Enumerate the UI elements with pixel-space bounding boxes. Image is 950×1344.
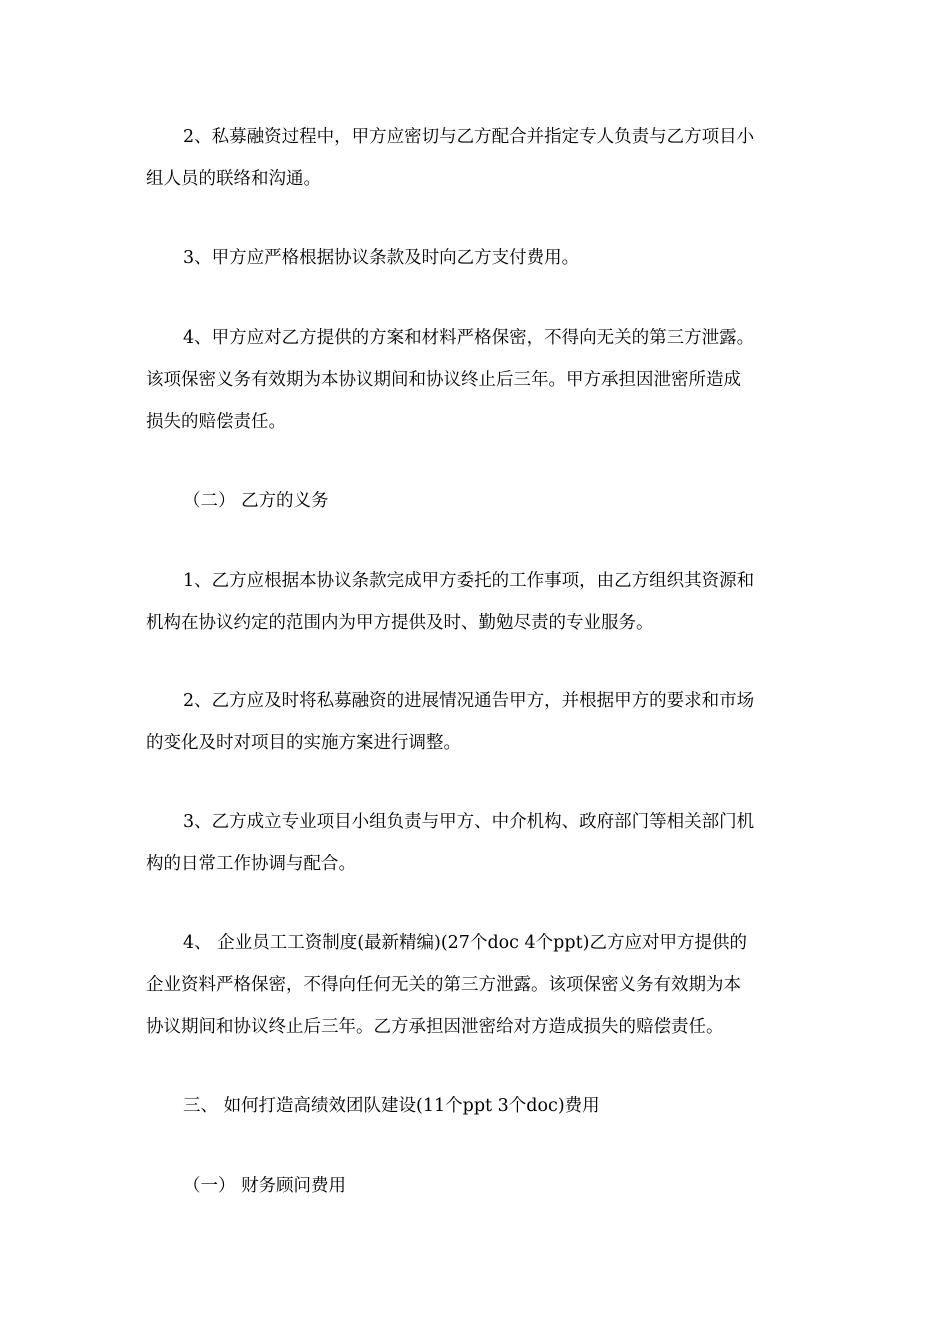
- paragraph-line: 协议期间和协议终止后三年。乙方承担因泄密给对方造成损失的赔偿责任。: [146, 1017, 724, 1037]
- heading-line: 三、 如何打造高绩效团队建设(11个ppt 3个doc)费用: [183, 1096, 600, 1116]
- section-heading-advisor-fee: [146, 1165, 811, 1207]
- paragraph-line: 的变化及时对项目的实施方案进行调整。: [146, 733, 461, 753]
- paragraph-line: 组人员的联络和沟通。: [146, 169, 321, 189]
- section-heading-party-b-obligations: [146, 480, 811, 522]
- paragraph-line: 3、乙方成立专业项目小组负责与甲方、中介机构、政府部门等相关部门机: [183, 812, 755, 832]
- paragraph-line: 损失的赔偿责任。: [146, 412, 286, 432]
- paragraph-party-b-duty-2: [146, 680, 811, 764]
- paragraph-line: 构的日常工作协调与配合。: [146, 854, 356, 874]
- paragraph-party-b-duty-3: [146, 801, 811, 885]
- paragraph-party-a-duty-4: [146, 317, 811, 443]
- paragraph-party-b-duty-4: [146, 922, 811, 1048]
- paragraph-line: 2、私募融资过程中，甲方应密切与乙方配合并指定专人负责与乙方项目小: [183, 127, 755, 147]
- section-heading-fees: [146, 1085, 811, 1127]
- paragraph-party-a-duty-2: [146, 116, 811, 200]
- paragraph-line: 2、乙方应及时将私募融资的进展情况通告甲方，并根据甲方的要求和市场: [183, 691, 755, 711]
- heading-line: （二） 乙方的义务: [183, 491, 329, 511]
- paragraph-line: 4、 企业员工工资制度(最新精编)(27个doc 4个ppt)乙方应对甲方提供的: [183, 933, 747, 953]
- paragraph-line: 企业资料严格保密，不得向任何无关的第三方泄露。该项保密义务有效期为本: [146, 975, 741, 995]
- paragraph-party-a-duty-3: [146, 237, 811, 279]
- paragraph-party-b-duty-1: [146, 560, 811, 644]
- heading-line: （一） 财务顾问费用: [183, 1176, 347, 1196]
- paragraph-line: 4、甲方应对乙方提供的方案和材料严格保密，不得向无关的第三方泄露。: [183, 328, 755, 348]
- paragraph-line: 3、甲方应严格根据协议条款及时向乙方支付费用。: [183, 248, 580, 268]
- paragraph-line: 1、乙方应根据本协议条款完成甲方委托的工作事项，由乙方组织其资源和: [183, 571, 755, 591]
- paragraph-line: 该项保密义务有效期为本协议期间和协议终止后三年。甲方承担因泄密所造成: [146, 370, 741, 390]
- paragraph-line: 机构在协议约定的范围内为甲方提供及时、勤勉尽责的专业服务。: [146, 613, 654, 633]
